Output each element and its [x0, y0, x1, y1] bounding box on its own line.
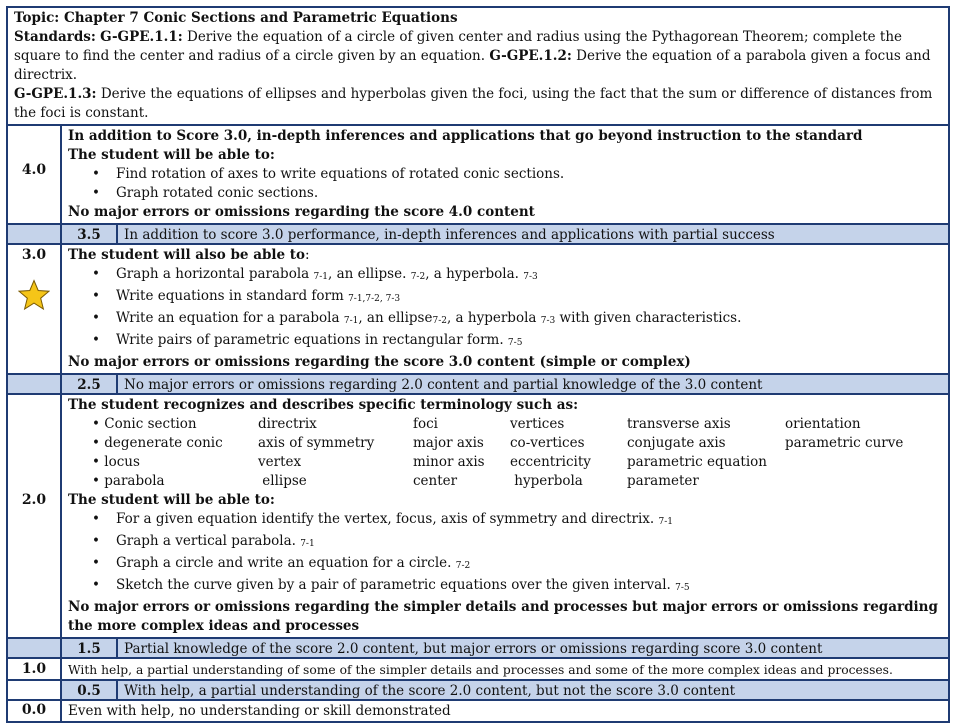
score-3-5-value: 3.5 [62, 225, 118, 243]
score-4-value: 4.0 [21, 162, 47, 178]
term [785, 453, 925, 472]
list-item: • Graph a circle and write an equation for a circle. 7-2 [68, 554, 942, 576]
score-0-5-text: With help, a partial understanding of the score 2.0 content, but not the score 3.0 content [124, 683, 736, 699]
score-2-5-text: No major errors or omissions regarding 2.0 content and partial knowledge of the 3.0 content [124, 377, 763, 393]
header-row [8, 8, 948, 126]
term: foci [413, 416, 439, 432]
empty-cell [8, 639, 62, 657]
term: vertex [258, 454, 302, 470]
list-item: • Find rotation of axes to write equations of rotated conic sections. [68, 165, 942, 184]
term: axis of symmetry [258, 435, 375, 451]
star-icon [18, 279, 50, 311]
score-1-label [8, 659, 62, 679]
score-1-row [8, 659, 948, 681]
score-3-list [68, 265, 942, 353]
score-0-value: 0.0 [21, 702, 47, 718]
score-2-footer: No major errors or omissions regarding the simpler details and processes but major errors or omissions regarding the more complex ideas and processes [68, 599, 938, 634]
score-3-footer: No major errors or omissions regarding the score 3.0 content (simple or complex) [68, 354, 691, 370]
score-1-text: With help, a partial understanding of some of the simpler details and processes and some of the more complex ideas and processes. [68, 663, 893, 677]
score-0-5-value: 0.5 [62, 681, 118, 699]
term: eccentricity [510, 454, 591, 470]
term: • parabola [92, 472, 258, 491]
score-2-row [8, 395, 948, 639]
term: • locus [92, 453, 258, 472]
score-0-5-row [8, 681, 948, 701]
score-2-5-value: 2.5 [62, 375, 118, 393]
score-2-able: The student will be able to: [68, 492, 275, 508]
std1-text: Derive the equation of a circle of given center and radius using the Pythagorean Theorem; complete the square to find the center and radius of a circle given by an equation. [14, 29, 903, 64]
score-2-value: 2.0 [21, 492, 47, 508]
score-1-value: 1.0 [21, 661, 47, 677]
terms-grid [68, 415, 942, 491]
score-0-label [8, 701, 62, 721]
score-4-list [68, 165, 942, 203]
score-2-label [8, 395, 62, 637]
std3-code: G-GPE.1.3: [14, 86, 97, 102]
std1-code: G-GPE.1.1: [100, 29, 183, 45]
proficiency-scale-table [6, 6, 950, 723]
term: parameter [627, 473, 699, 489]
standards-label: Standards: [14, 29, 96, 45]
score-4-footer: No major errors or omissions regarding the score 4.0 content [68, 204, 535, 220]
term: vertices [510, 416, 565, 432]
term: orientation [785, 416, 861, 432]
score-3-5-row [8, 225, 948, 245]
term: directrix [258, 416, 317, 432]
empty-cell [8, 681, 62, 699]
score-0-row [8, 701, 948, 721]
list-item: • Graph rotated conic sections. [68, 184, 942, 203]
score-4-intro: In addition to Score 3.0, in-depth inferences and applications that go beyond instruction to the standard [68, 128, 863, 144]
score-3-row [8, 245, 948, 375]
score-3-label [8, 245, 62, 373]
score-4-able: The student will be able to: [68, 147, 275, 163]
empty-cell [8, 225, 62, 243]
score-3-able [68, 246, 942, 265]
term: parametric equation [627, 454, 767, 470]
term: minor axis [413, 454, 485, 470]
terms-intro: The student recognizes and describes specific terminology such as: [68, 397, 579, 413]
list-item: • Write equations in standard form 7-1,7-2, 7-3 [68, 287, 942, 309]
score-1-5-value: 1.5 [62, 639, 118, 657]
list-item: • Graph a horizontal parabola 7-1, an ellipse. 7-2, a hyperbola. 7-3 [68, 265, 942, 287]
term: co-vertices [510, 435, 585, 451]
std3-text: Derive the equations of ellipses and hyperbolas given the foci, using the fact that the sum or difference of distances from the foci is constant. [14, 86, 933, 121]
empty-cell [8, 375, 62, 393]
score-4-label [8, 126, 62, 223]
term: • degenerate conic [92, 434, 258, 453]
term: center [413, 473, 458, 489]
topic-title: Topic: Chapter 7 Conic Sections and Parametric Equations [14, 10, 458, 26]
term: major axis [413, 435, 484, 451]
term: hyperbola [510, 473, 583, 489]
score-3-colon: : [305, 247, 310, 263]
standards-text [14, 28, 942, 123]
std2-code: G-GPE.1.2: [489, 48, 572, 64]
list-item: • Graph a vertical parabola. 7-1 [68, 532, 942, 554]
term: parametric curve [785, 435, 904, 451]
score-3-value: 3.0 [21, 247, 47, 263]
score-4-row [8, 126, 948, 225]
term [785, 472, 925, 491]
score-1-5-row [8, 639, 948, 659]
score-2-list [68, 510, 942, 598]
term: ellipse [258, 473, 307, 489]
score-0-text: Even with help, no understanding or skill demonstrated [68, 703, 451, 719]
list-item: • Sketch the curve given by a pair of parametric equations over the given interval. 7-5 [68, 576, 942, 598]
list-item: • For a given equation identify the vertex, focus, axis of symmetry and directrix. 7-1 [68, 510, 942, 532]
term: transverse axis [627, 416, 731, 432]
std2-text: Derive the equation of a parabola given a focus and directrix. [14, 48, 931, 83]
list-item: • Write an equation for a parabola 7-1, an ellipse7-2, a hyperbola 7-3 with given characteristics. [68, 309, 942, 331]
term: • Conic section [92, 415, 258, 434]
score-2-5-row [8, 375, 948, 395]
term: conjugate axis [627, 435, 726, 451]
list-item: • Write pairs of parametric equations in rectangular form. 7-5 [68, 331, 942, 353]
score-1-5-text: Partial knowledge of the score 2.0 content, but major errors or omissions regarding score 3.0 content [124, 641, 823, 657]
score-3-able-text: The student will also be able to [68, 247, 306, 263]
score-3-5-text: In addition to score 3.0 performance, in-depth inferences and applications with partial success [124, 227, 775, 243]
